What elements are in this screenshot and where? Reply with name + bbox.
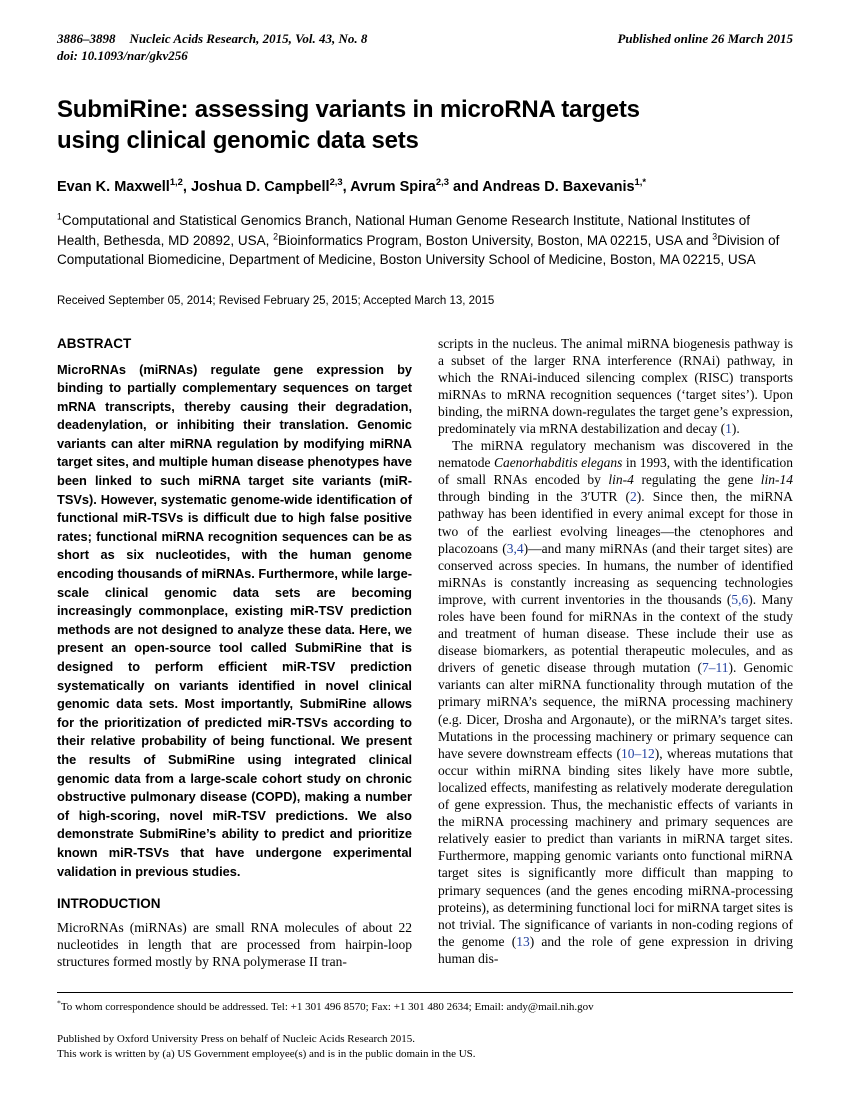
superscript: 3 bbox=[712, 231, 718, 241]
article-title-line-1: SubmiRine: assessing variants in microRNA targets bbox=[57, 96, 640, 123]
journal-header bbox=[57, 30, 793, 64]
superscript: * bbox=[57, 998, 61, 1008]
abstract-text: MicroRNAs (miRNAs) regulate gene expression by binding to partially complementary sequences on target mRNA transcripts, thereby causing their degradation, deadenylation, or inhibiting their translation. Genomic variants can alter miRNA regulation by modifying miRNA target sites, and multiple human disease phenotypes have been linked to such miRNA target site variants (miR-TSVs). However, systematic genome-wide identification of functional miR-TSVs is difficult due to high false positive rates; functional miRNA recognition sequences can be as short as six nucleotides, with the human genome encoding thousands of miRNAs. Furthermore, while large-scale clinical genomic data sets are becoming increasingly commonplace, existing miR-TSV prediction methods are not designed to analyze these data. Here, we present an open-source tool called SubmiRine that is designed to perform efficient miR-TSV prediction systematically on variants identified in novel clinical genomic data sets. Most importantly, SubmiRine allows for the prioritization of predicted miR-TSVs according to their relative probability of being functional. We present the results of SubmiRine using integrated clinical genomic data from a large-scale cohort study on chronic obstructive pulmonary disease (COPD), making a number of high-scoring, novel miR-TSV predictions. We also demonstrate SubmiRine’s ability to predict and prioritize known miR-TSVs that have undergone experimental validation in previous studies. bbox=[57, 361, 412, 879]
superscript: 2,3 bbox=[435, 176, 449, 188]
article-body bbox=[57, 335, 793, 971]
article-title bbox=[57, 94, 793, 156]
citation-link[interactable]: 2 bbox=[630, 489, 637, 505]
italic-text: lin-14 bbox=[760, 472, 793, 488]
publisher-line-1: Published by Oxford University Press on behalf of Nucleic Acids Research 2015. bbox=[57, 1033, 416, 1046]
article-title-line-2: using clinical genomic data sets bbox=[57, 127, 419, 154]
citation-link[interactable]: 10–12 bbox=[621, 745, 655, 761]
superscript: 1,* bbox=[634, 176, 647, 188]
italic-text: lin-4 bbox=[608, 472, 634, 488]
left-column bbox=[57, 335, 412, 971]
superscript: 2 bbox=[273, 231, 279, 241]
correspondence-note: *To whom correspondence should be addressed. Tel: +1 301 496 8570; Fax: +1 301 480 2634; Email: andy@mail.nih.gov bbox=[57, 992, 793, 1014]
superscript: 1 bbox=[57, 211, 62, 222]
citation-link[interactable]: 3,4 bbox=[506, 540, 524, 556]
abstract-heading: ABSTRACT bbox=[57, 335, 132, 351]
citation-link[interactable]: 13 bbox=[516, 933, 530, 949]
paragraph: The miRNA regulatory mechanism was discovered in the nematode Caenorhabditis elegans in 1993, with the identification of small RNAs encoded by lin-4 regulating the gene lin-14 through binding in the 3′UTR (2). Since then, the miRNA pathway has been identified in every animal except for those in two of the earliest evolving lineages—the ctenophores and placozoans (3,4)—and many miRNAs (and their target sites) are conserved across species. In humans, the number of identified miRNAs is constantly increasing as sequencing technologies improve, with current inventories in the thousands (5,6). Many roles have been found for miRNAs in the context of the study and treatment of human disease. These include their use as disease biomarkers, as potential therapeutic molecules, and as drivers of genetic disease through mutation (7–11). Genomic variants can alter miRNA functionality through mutation of the primary miRNA’s sequence, the miRNA processing machinery (e.g. Dicer, Drosha and Argonaute), or the miRNA’s target sites. Mutations in the processing machinery or primary sequence can have severe downstream effects (10–12), whereas mutations that occur within miRNA binding sites likely have more subtle, localized effects, manifesting as relatively moderate deregulation of gene expression. Thus, the mechanistic effects of variants in the miRNA processing machinery and primary sequences are relatively easier to predict than variants in miRNA target sites. Furthermore, mapping genomic variants onto functional miRNA target sites is significantly more difficult than mapping to primary sequences (and the genes encoding miRNA-processing proteins), as determining functional loci for miRNA target sites is not trivial. The significance of variants in non-coding regions of the genome (13) and the role of gene expression in driving human dis- bbox=[438, 438, 793, 966]
citation-link[interactable]: 7–11 bbox=[702, 660, 729, 676]
publisher-note bbox=[57, 1032, 793, 1061]
journal-citation-line bbox=[57, 30, 367, 47]
superscript: 2,3 bbox=[329, 176, 343, 188]
authors-line: Evan K. Maxwell$^{1,2}$, Joshua D. Campbell$^{2,3}$, Avrum Spira$^{2,3}$ and Andreas D. Baxevanis$^{1,*}$ bbox=[57, 176, 647, 195]
citation-link[interactable]: 1 bbox=[725, 420, 732, 436]
affiliations: $^1$Computational and Statistical Genomics Branch, National Human Genome Research Institute, National Institutes of Health, Bethesda, MD 20892, USA, $^2$Bioinformatics Program, Boston University, Boston, MA 02215, USA and $^3$Division of Computational Biomedicine, Department of Medicine, Boston University School of Medicine, Boston, MA 02215, USA bbox=[57, 211, 780, 267]
right-column bbox=[438, 335, 793, 971]
received-dates: Received September 05, 2014; Revised February 25, 2015; Accepted March 13, 2015 bbox=[57, 294, 495, 307]
doi: doi: 10.1093/nar/gkv256 bbox=[57, 48, 188, 63]
italic-text: Caenorhabditis elegans bbox=[493, 455, 623, 471]
introduction-heading: INTRODUCTION bbox=[57, 896, 161, 912]
citation-link[interactable]: 5,6 bbox=[731, 591, 749, 607]
introduction-text: MicroRNAs (miRNAs) are small RNA molecules of about 22 nucleotides in length that are processed from hairpin-loop structures formed mostly by RNA polymerase II tran- bbox=[57, 920, 412, 970]
publisher-line-2: This work is written by (a) US Government employee(s) and is in the public domain in the US. bbox=[57, 1047, 476, 1060]
page-range: 3886–3898 bbox=[57, 31, 116, 46]
published-online: Published online 26 March 2015 bbox=[617, 31, 793, 46]
paragraph: scripts in the nucleus. The animal miRNA biogenesis pathway is a subset of the larger RNA interference (RNAi) pathway, in which the RNAi-induced silencing complex (RISC) transports miRNAs to mRNA recognition sequences (‘target sites’). Upon binding, the miRNA down-regulates the target gene’s expression, predominately via mRNA destabilization and decay (1). bbox=[438, 335, 793, 436]
journal-citation: Nucleic Acids Research, 2015, Vol. 43, No. 8 bbox=[129, 31, 368, 46]
journal-info bbox=[57, 30, 367, 64]
superscript: 1,2 bbox=[169, 176, 183, 188]
